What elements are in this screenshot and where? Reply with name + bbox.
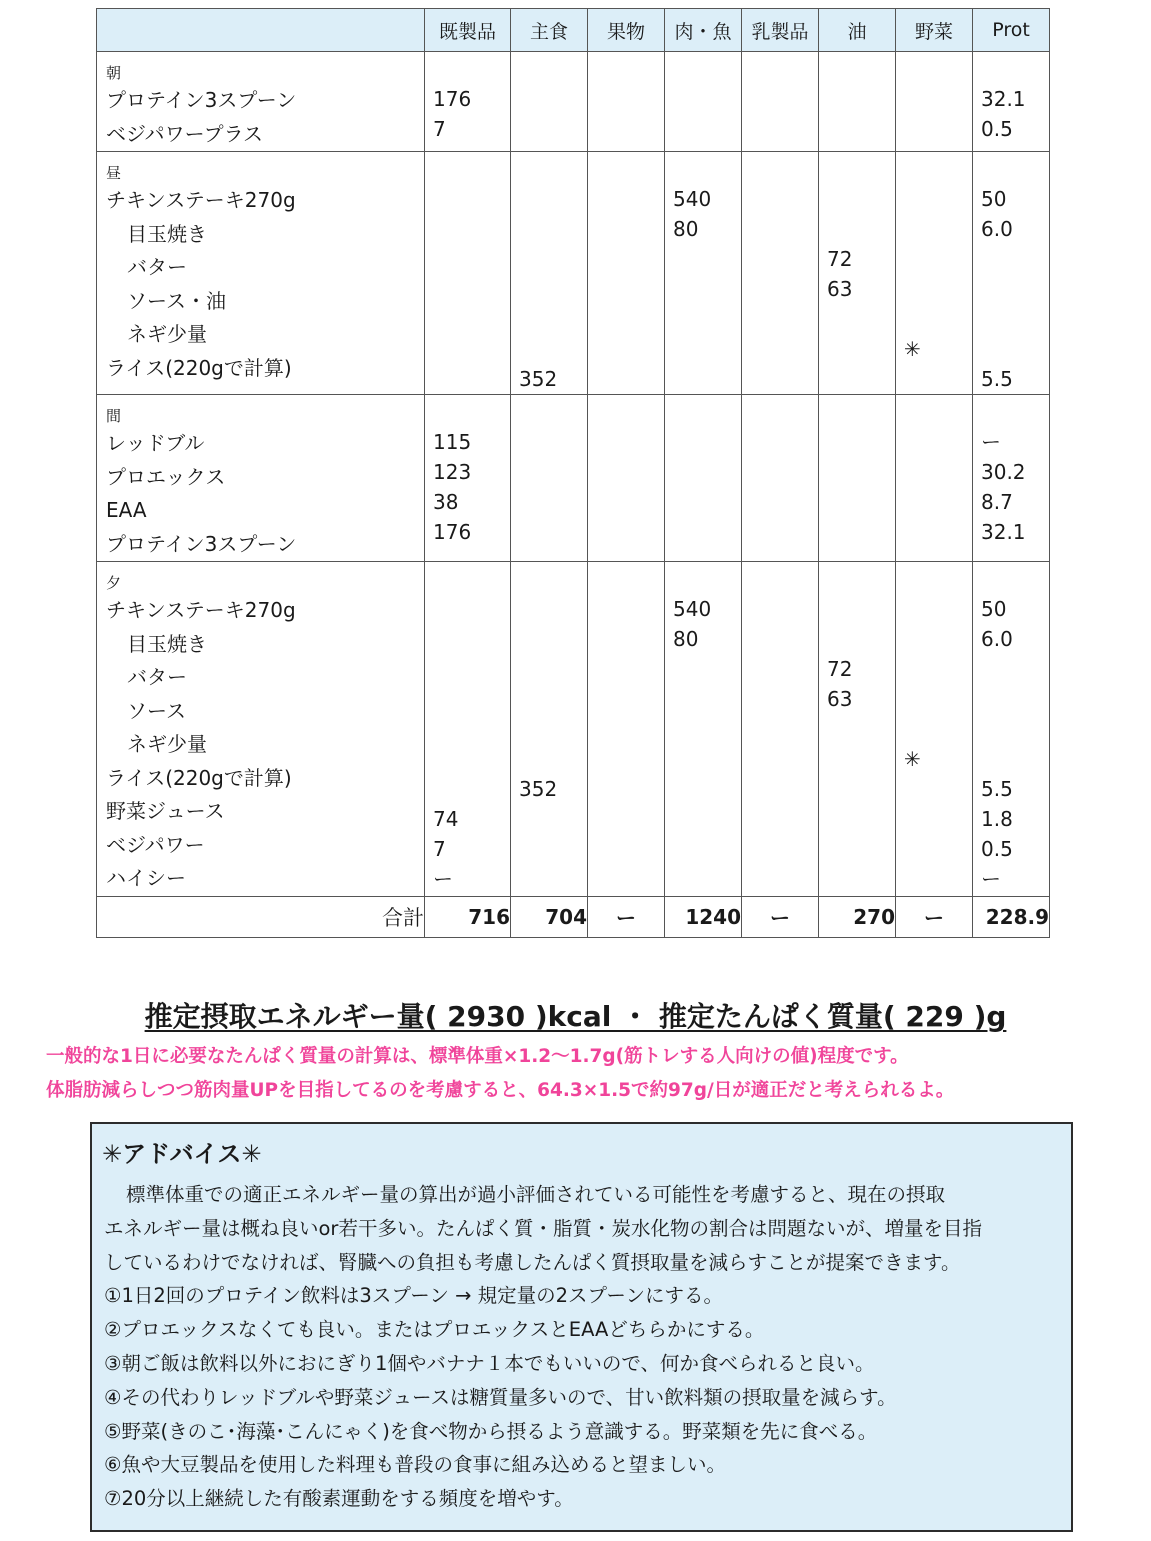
value-cell <box>665 152 742 395</box>
total-value: 270 <box>819 896 896 937</box>
meal-time-label: 朝 <box>106 64 122 82</box>
advice-line: ①1日2回のプロテイン飲料は3スプーン → 規定量の2スプーンにする。 <box>104 1284 724 1308</box>
meal-time-label: 間 <box>106 407 122 425</box>
food-item: バター <box>127 665 187 689</box>
food-item: EAA <box>106 498 147 522</box>
value-cell <box>511 562 588 897</box>
value: 5.5 <box>981 777 1013 801</box>
value: 115 <box>433 430 472 454</box>
value <box>981 684 1049 714</box>
value: 80 <box>673 217 699 241</box>
meal-time-label: 夕 <box>106 574 122 592</box>
value-cell <box>742 52 819 152</box>
meal-items-cell <box>97 52 425 152</box>
value: 63 <box>827 277 853 301</box>
value: ー <box>981 867 1001 891</box>
meal-table <box>96 8 1050 938</box>
value: 5.5 <box>981 367 1013 391</box>
value <box>981 654 1049 684</box>
advice-line: しているわけでなければ、腎臓への負担も考慮したんぱく質摂取量を減らすことが提案できます。 <box>104 1250 961 1274</box>
value: 50 <box>981 187 1007 211</box>
header-cell: 肉・魚 <box>665 9 742 52</box>
value-cell <box>665 395 742 562</box>
value <box>981 334 1049 364</box>
header-item-column <box>97 9 425 52</box>
value <box>981 244 1049 274</box>
total-value: ー <box>588 896 665 937</box>
total-value: 228.9 <box>973 896 1050 937</box>
value: 540 <box>673 187 712 211</box>
food-item: ベジパワー <box>106 832 205 857</box>
total-value: 1240 <box>665 896 742 937</box>
value: 6.0 <box>981 217 1013 241</box>
food-item: チキンステーキ270g <box>106 188 296 212</box>
value: 352 <box>519 777 558 801</box>
advice-line: ⑤野菜(きのこ･海藻･こんにゃく)を食べ物から摂るよう意識する。野菜類を先に食べる。 <box>104 1419 878 1443</box>
meal-items-cell <box>97 562 425 897</box>
value-cell <box>665 52 742 152</box>
value: 352 <box>519 367 558 391</box>
value <box>981 304 1049 334</box>
value: 72 <box>827 247 853 271</box>
value-cell <box>973 395 1050 562</box>
food-item: レッドブル <box>106 431 205 455</box>
value: 30.2 <box>981 460 1026 484</box>
value-cell <box>742 562 819 897</box>
value: 0.5 <box>981 837 1013 861</box>
header-cell: 野菜 <box>896 9 973 52</box>
food-item: プロエックス <box>106 464 226 489</box>
advice-line: ④その代わりレッドブルや野菜ジュースは糖質量多いので、甘い飲料類の摂取量を減らす。 <box>104 1385 897 1409</box>
value-cell <box>511 52 588 152</box>
food-item: ライス(220gで計算) <box>106 355 292 380</box>
total-label: 合計 <box>97 896 425 937</box>
table-header-row <box>97 9 1050 52</box>
meal-time-label: 昼 <box>106 164 122 182</box>
value: 80 <box>673 627 699 651</box>
value <box>981 744 1049 774</box>
value: ー <box>433 867 453 891</box>
value-cell <box>425 562 511 897</box>
value-cell <box>896 152 973 395</box>
protein-note: 体脂肪減らしつつ筋肉量UPを目指してるのを考慮すると、64.3×1.5で約97g/日が適正だと考えられるよ。 <box>46 1080 955 1101</box>
table-body <box>97 52 1050 897</box>
food-item: ネギ少量 <box>127 732 207 756</box>
protein-note: 一般的な1日に必要なたんぱく質量の計算は、標準体重×1.2〜1.7g(筋トレする人向けの値)程度です。 <box>46 1046 909 1067</box>
advice-line: ⑥魚や大豆製品を使用した料理も普段の食事に組み込めると望ましい。 <box>104 1453 726 1477</box>
value: 8.7 <box>981 490 1013 514</box>
total-row <box>97 896 1050 937</box>
value-cell <box>819 395 896 562</box>
value-cell <box>425 395 511 562</box>
value: ー <box>981 430 1001 454</box>
value-cell <box>588 395 665 562</box>
header-cell: 乳製品 <box>742 9 819 52</box>
value-cell <box>742 152 819 395</box>
value: 32.1 <box>981 87 1026 111</box>
value-cell <box>819 152 896 395</box>
advice-line: 標準体重での適正エネルギー量の算出が過小評価されている可能性を考慮すると、現在の摂取 <box>126 1183 946 1206</box>
asterisk-icon: ✳ <box>904 747 921 771</box>
value-cell <box>511 152 588 395</box>
food-item: 目玉焼き <box>127 631 207 656</box>
value: 72 <box>827 657 853 681</box>
meal-section-row <box>97 562 1050 897</box>
value: 176 <box>433 520 472 544</box>
food-item: バター <box>127 255 187 279</box>
advice-line: ②プロエックスなくても良い。またはプロエックスとEAAどちらかにする。 <box>104 1318 765 1342</box>
value-cell <box>665 562 742 897</box>
value: 32.1 <box>981 520 1026 544</box>
meal-items-cell <box>97 152 425 395</box>
header-cell: 果物 <box>588 9 665 52</box>
value: 540 <box>673 597 712 621</box>
value: 0.5 <box>981 117 1013 141</box>
value-cell <box>588 562 665 897</box>
advice-line: ③朝ご飯は飲料以外におにぎり1個やバナナ１本でもいいので、何か食べられると良い。 <box>104 1351 875 1375</box>
header-cell: 油 <box>819 9 896 52</box>
advice-line: エネルギー量は概ね良いor若干多い。たんぱく質・脂質・炭水化物の割合は問題ないが、増量を目指 <box>104 1216 982 1240</box>
food-item: ネギ少量 <box>127 322 207 346</box>
food-item: ハイシー <box>106 866 186 890</box>
food-item: ベジパワープラス <box>106 121 263 146</box>
value-cell <box>588 52 665 152</box>
value-cell <box>973 152 1050 395</box>
meal-items-cell <box>97 395 425 562</box>
food-item: ソース・油 <box>127 288 226 313</box>
value-cell <box>742 395 819 562</box>
value-cell <box>819 52 896 152</box>
food-item: 目玉焼き <box>127 221 207 246</box>
header-cell: Prot <box>973 9 1050 52</box>
value-cell <box>896 395 973 562</box>
food-item: 野菜ジュース <box>106 799 225 823</box>
advice-line: ⑦20分以上継続した有酸素運動をする頻度を増やす。 <box>104 1487 574 1511</box>
value-cell <box>511 395 588 562</box>
value-cell <box>896 562 973 897</box>
total-value: 704 <box>511 896 588 937</box>
header-cell: 主食 <box>511 9 588 52</box>
value-cell <box>896 52 973 152</box>
value: 38 <box>433 490 459 514</box>
food-item: ソース <box>127 698 186 723</box>
meal-section-row <box>97 395 1050 562</box>
food-item: チキンステーキ270g <box>106 598 296 622</box>
total-value: 716 <box>425 896 511 937</box>
value-cell <box>819 562 896 897</box>
value-cell <box>973 52 1050 152</box>
value: 7 <box>433 837 446 861</box>
value <box>981 274 1049 304</box>
meal-section-row <box>97 52 1050 152</box>
total-value: ー <box>742 896 819 937</box>
value-cell <box>425 152 511 395</box>
food-item: ライス(220gで計算) <box>106 765 292 790</box>
advice-body <box>104 1178 1061 1516</box>
value: 6.0 <box>981 627 1013 651</box>
total-value: ー <box>896 896 973 937</box>
food-item: プロテイン3スプーン <box>106 531 297 556</box>
estimated-intake-summary: 推定摂取エネルギー量( 2930 )kcal ・ 推定たんぱく質量( 229 )g <box>144 1000 1007 1033</box>
value: 63 <box>827 687 853 711</box>
value: 50 <box>981 597 1007 621</box>
value: 74 <box>433 807 459 831</box>
value-cell <box>973 562 1050 897</box>
header-cell: 既製品 <box>425 9 511 52</box>
value: 176 <box>433 87 472 111</box>
advice-box <box>90 1122 1073 1532</box>
value-cell <box>425 52 511 152</box>
value: 1.8 <box>981 807 1013 831</box>
meal-section-row <box>97 152 1050 395</box>
asterisk-icon: ✳ <box>904 337 921 361</box>
advice-title: ✳アドバイス✳ <box>102 1140 262 1168</box>
food-item: プロテイン3スプーン <box>106 88 297 112</box>
value: 123 <box>433 460 472 484</box>
value-cell <box>588 152 665 395</box>
value: 7 <box>433 117 446 141</box>
value <box>981 714 1049 744</box>
